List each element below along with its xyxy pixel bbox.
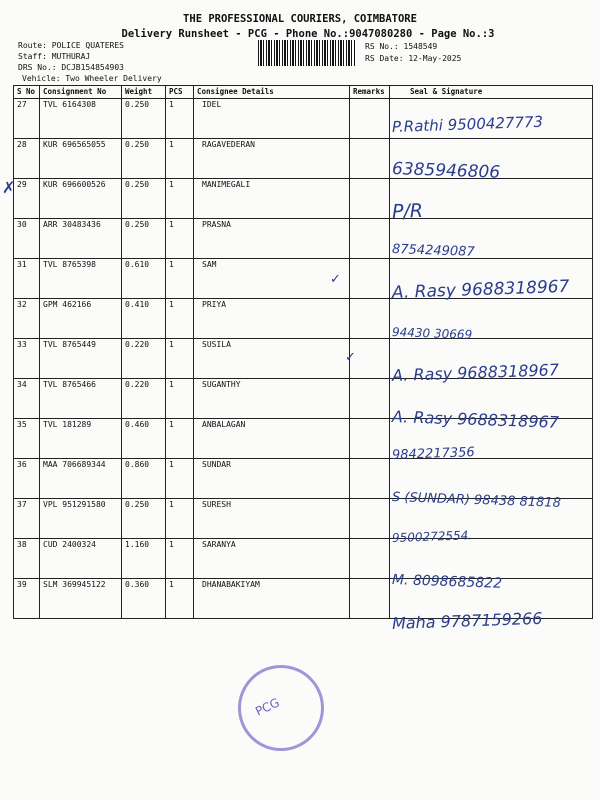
signature-text: 8754249087 [391, 241, 475, 260]
cell-weight: 0.250 [122, 99, 166, 139]
cell-pcs: 1 [166, 179, 194, 219]
cell-remarks [350, 259, 390, 299]
barcode-icon [258, 40, 356, 66]
cell-weight: 0.860 [122, 459, 166, 499]
cell-pcs: 1 [166, 259, 194, 299]
cell-remarks [350, 299, 390, 339]
table-row [14, 219, 593, 259]
rs-number: RS No.: 1548549 [365, 42, 438, 51]
cell-consignment: KUR 696565055 [40, 139, 122, 179]
cell-consignment: SLM 369945122 [40, 579, 122, 619]
signature-text: P.Rathi 9500427773 [391, 112, 544, 136]
signature-text: 9500272554. [391, 528, 473, 545]
signature-text: P/R [391, 199, 424, 223]
cell-weight: 0.610 [122, 259, 166, 299]
cell-sno: 39 [14, 579, 40, 619]
staff-label: Staff: MUTHURAJ [18, 52, 91, 61]
cell-pcs: 1 [166, 339, 194, 379]
cell-weight: 0.360 [122, 579, 166, 619]
cell-pcs: 1 [166, 539, 194, 579]
cell-consignee: SUSILA [194, 339, 350, 379]
cell-consignee: SUGANTHY [194, 379, 350, 419]
signature-text: A. Rasy 9688318967 [391, 407, 560, 432]
cell-consignment: TVL 6164308 [40, 99, 122, 139]
rs-date: RS Date: 12-May-2025 [365, 54, 462, 63]
cell-consignment: TVL 181289 [40, 419, 122, 459]
cell-consignee: DHANABAKIYAM [194, 579, 350, 619]
signature-text: A. Rasy 9688318967 [391, 359, 560, 385]
table-row [14, 179, 593, 219]
cell-pcs: 1 [166, 139, 194, 179]
cell-remarks [350, 179, 390, 219]
table-row [14, 459, 593, 499]
cell-pcs: 1 [166, 219, 194, 259]
cell-sno: 27 [14, 99, 40, 139]
row-tick-mark: ✗ [2, 178, 16, 197]
cell-consignment: KUR 696600526 [40, 179, 122, 219]
cell-sno: 35 [14, 419, 40, 459]
col-signature: Seal & Signature [390, 86, 593, 99]
cell-consignment: GPM 462166 [40, 299, 122, 339]
cell-consignment: TVL 8765449 [40, 339, 122, 379]
signature-text: Maha 9787159266 [391, 608, 543, 633]
route-label: Route: POLICE QUATERES [18, 41, 124, 50]
cell-sno: 38 [14, 539, 40, 579]
cell-weight: 0.250 [122, 219, 166, 259]
cell-sno: 37 [14, 499, 40, 539]
signature-text: 9842217356 [391, 445, 475, 464]
cell-remarks [350, 539, 390, 579]
col-pcs: PCS [166, 86, 194, 99]
cell-consignment: MAA 706689344 [40, 459, 122, 499]
cell-remarks [350, 499, 390, 539]
cell-consignment: CUD 2400324 [40, 539, 122, 579]
cell-pcs: 1 [166, 579, 194, 619]
cell-weight: 0.250 [122, 499, 166, 539]
cell-remarks [350, 379, 390, 419]
cell-consignee: SARANYA [194, 539, 350, 579]
cell-sno: 30 [14, 219, 40, 259]
cell-weight: 0.250 [122, 139, 166, 179]
cell-consignment: TVL 8765398 [40, 259, 122, 299]
col-consignment: Consignment No [40, 86, 122, 99]
cell-pcs: 1 [166, 459, 194, 499]
cell-remarks [350, 99, 390, 139]
cell-pcs: 1 [166, 419, 194, 459]
cell-weight: 0.410 [122, 299, 166, 339]
cell-sno: 28 [14, 139, 40, 179]
cell-consignee: IDEL [194, 99, 350, 139]
delivery-table [13, 85, 593, 619]
cell-pcs: 1 [166, 499, 194, 539]
cell-sno: 32 [14, 299, 40, 339]
col-consignee: Consignee Details [194, 86, 350, 99]
col-remarks: Remarks [350, 86, 390, 99]
table-body [14, 99, 593, 619]
stamp-text: PCG [253, 695, 282, 719]
signature-text: 94430 30669 [391, 324, 473, 342]
table-header-row [14, 86, 593, 99]
cell-consignment: ARR 30483436 [40, 219, 122, 259]
cell-weight: 0.220 [122, 379, 166, 419]
cell-weight: 0.460 [122, 419, 166, 459]
table-row [14, 299, 593, 339]
table-row [14, 539, 593, 579]
cell-sno: 31 [14, 259, 40, 299]
col-weight: Weight [122, 86, 166, 99]
drs-label: DRS No.: DCJB154854903 [18, 63, 124, 72]
remark-tick-mark: ✓ [345, 350, 356, 365]
cell-consignee: MANIMEGALI [194, 179, 350, 219]
cell-consignee: PRIYA [194, 299, 350, 339]
cell-weight: 1.160 [122, 539, 166, 579]
cell-consignment: VPL 951291580 [40, 499, 122, 539]
remark-tick-mark: ✓ [330, 272, 341, 287]
cell-consignee: SUNDAR [194, 459, 350, 499]
cell-consignee: ANBALAGAN [194, 419, 350, 459]
cell-weight: 0.250 [122, 179, 166, 219]
cell-sno: 34 [14, 379, 40, 419]
signature-text: S (SUNDAR) 98438 81818 [391, 489, 562, 511]
col-sno: S No [14, 86, 40, 99]
table-row [14, 139, 593, 179]
cell-sno: 36 [14, 459, 40, 499]
signature-text: M. 8098685822 [391, 572, 503, 593]
runsheet-subtitle: Delivery Runsheet - PCG - Phone No.:9047080280 - Page No.:3 [121, 28, 495, 40]
cell-consignment: TVL 8765466 [40, 379, 122, 419]
cell-remarks [350, 139, 390, 179]
cell-remarks [350, 459, 390, 499]
cell-consignee: RAGAVEDERAN [194, 139, 350, 179]
cell-sno: 33 [14, 339, 40, 379]
cell-consignee: SURESH [194, 499, 350, 539]
signature-text: A. Rasy 9688318967 [391, 277, 570, 304]
cell-weight: 0.220 [122, 339, 166, 379]
vehicle-label: Vehicle: Two Wheeler Delivery [22, 74, 162, 83]
cell-sno: 29 [14, 179, 40, 219]
company-title: THE PROFESSIONAL COURIERS, COIMBATORE [183, 13, 417, 25]
cell-consignee: SAM [194, 259, 350, 299]
cell-remarks [350, 579, 390, 619]
cell-remarks [350, 219, 390, 259]
cell-pcs: 1 [166, 379, 194, 419]
cell-remarks [350, 419, 390, 459]
cell-pcs: 1 [166, 99, 194, 139]
cell-pcs: 1 [166, 299, 194, 339]
cell-consignee: PRASNA [194, 219, 350, 259]
signature-text: 6385946806 [391, 159, 501, 184]
